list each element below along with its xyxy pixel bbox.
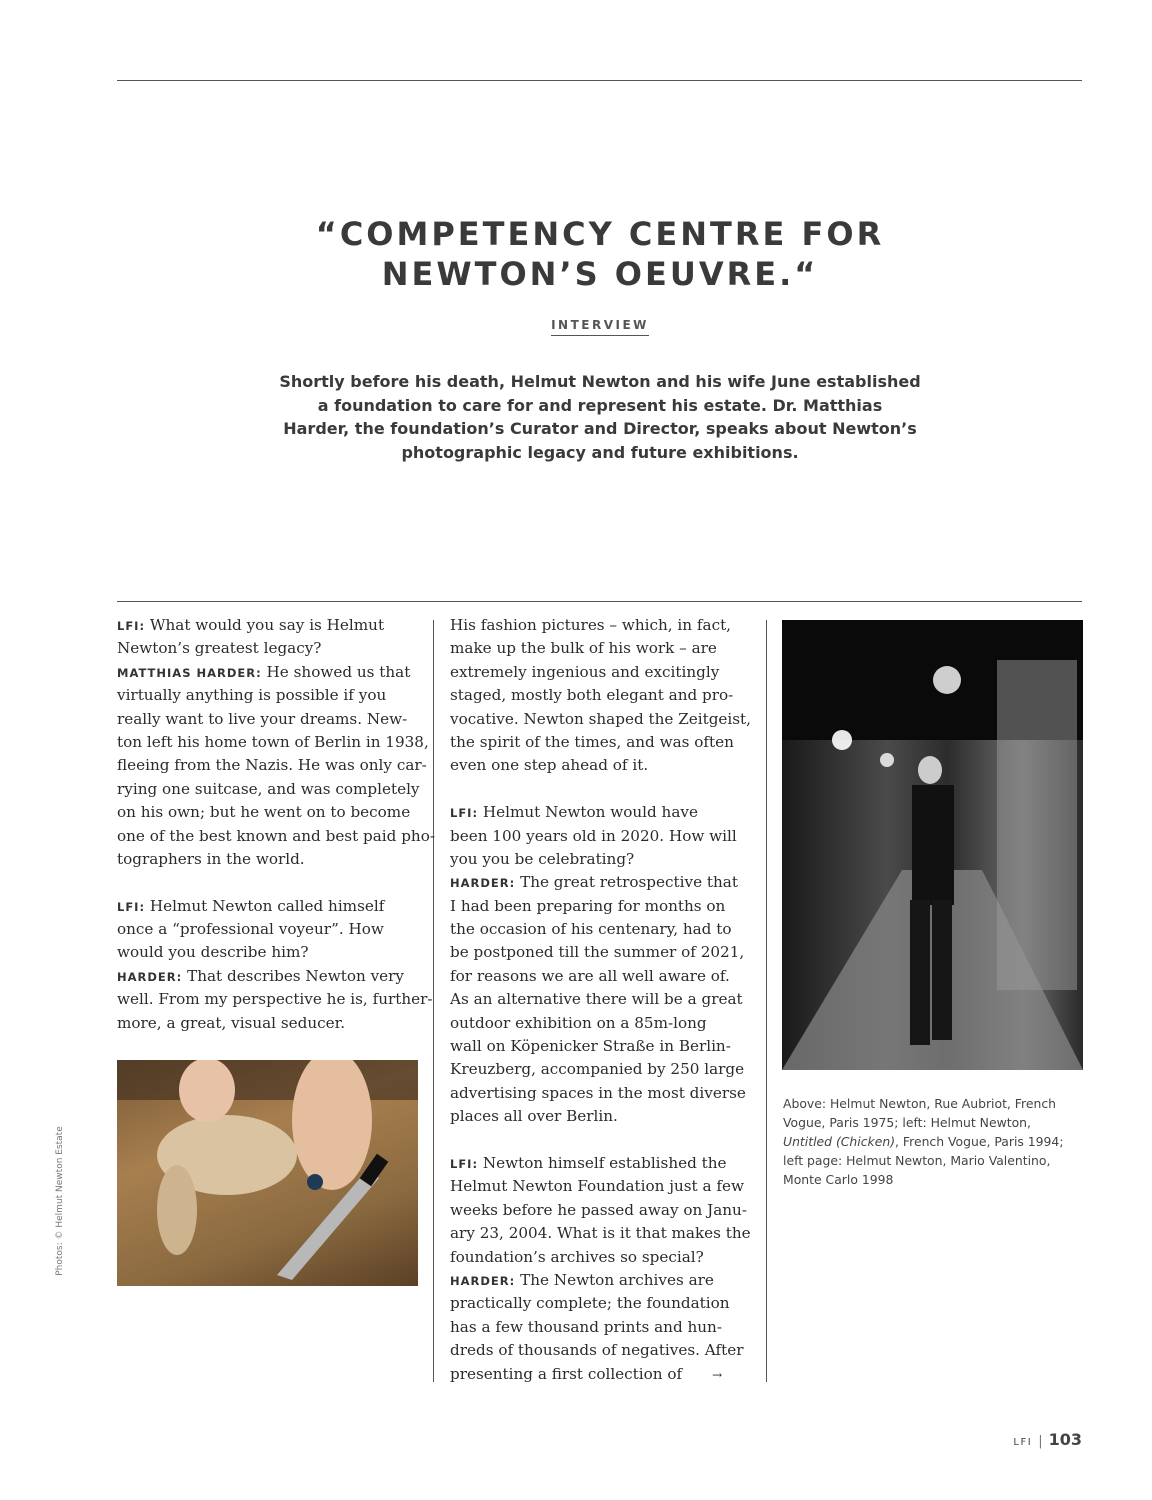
intro-line: Harder, the foundation’s Curator and Director, speaks about Newton’s xyxy=(283,419,917,438)
page-number: 103 xyxy=(1048,1430,1082,1449)
chicken-photo-illustration xyxy=(117,1060,418,1286)
page-footer xyxy=(1013,1430,1082,1449)
line-text: virtually anything is possible if you xyxy=(117,686,387,705)
text-line xyxy=(450,754,751,777)
text-line xyxy=(450,708,751,731)
text-line xyxy=(117,988,435,1011)
text-line xyxy=(117,965,435,988)
speaker-label: HARDER: xyxy=(450,876,516,891)
page-title xyxy=(200,214,1000,294)
text-line xyxy=(117,637,435,660)
text-line xyxy=(450,848,751,871)
line-text: The great retrospective that xyxy=(515,873,738,892)
line-text: well. From my perspective he is, further- xyxy=(117,990,433,1009)
text-line xyxy=(117,614,435,637)
text-line xyxy=(450,1316,751,1339)
line-text: That describes Newton very xyxy=(182,966,404,985)
text-line xyxy=(117,754,435,777)
street-photo-illustration xyxy=(782,620,1083,1070)
speaker-label: LFI: xyxy=(450,1156,479,1171)
text-line xyxy=(450,1058,751,1081)
intro-line: a foundation to care for and represent his estate. Dr. Matthias xyxy=(317,395,883,415)
caption-text: , French Vogue, Paris 1994; xyxy=(895,1134,1064,1149)
text-line xyxy=(450,825,751,848)
line-text: The Newton archives are xyxy=(515,1270,714,1289)
line-text: you you be celebrating? xyxy=(450,849,635,868)
text-line xyxy=(450,1363,751,1386)
text-line xyxy=(117,941,435,964)
text-line xyxy=(117,661,435,684)
caption-line xyxy=(783,1132,1083,1151)
line-text: outdoor exhibition on a 85m-long xyxy=(450,1013,707,1032)
line-text: foundation’s archives so special? xyxy=(450,1247,704,1266)
text-line xyxy=(450,918,751,941)
body-top-rule xyxy=(117,601,1082,602)
caption-line: left page: Helmut Newton, Mario Valentino, xyxy=(783,1153,1051,1168)
photo-caption xyxy=(783,1094,1083,1189)
photo-credit: Photos: © Helmut Newton Estate xyxy=(55,1126,65,1276)
line-text: I had been preparing for months on xyxy=(450,896,726,915)
text-column-2 xyxy=(450,614,751,1386)
line-text: on his own; but he went on to become xyxy=(117,803,411,822)
title-line-1: “COMPETENCY CENTRE FOR xyxy=(315,215,885,253)
line-text: rying one suitcase, and was completely xyxy=(117,779,420,798)
line-text: weeks before he passed away on Janu- xyxy=(450,1200,747,1219)
top-rule xyxy=(117,80,1082,81)
line-text: tographers in the world. xyxy=(117,849,305,868)
line-text: one of the best known and best paid pho- xyxy=(117,826,435,845)
line-text: vocative. Newton shaped the Zeitgeist, xyxy=(450,709,751,728)
line-text: has a few thousand prints and hun- xyxy=(450,1317,722,1336)
speaker-label: LFI: xyxy=(117,899,146,914)
text-line xyxy=(450,965,751,988)
text-line xyxy=(450,988,751,1011)
text-line xyxy=(450,895,751,918)
text-line xyxy=(450,1012,751,1035)
text-line xyxy=(450,637,751,660)
line-text: once a “professional voyeur”. How xyxy=(117,920,384,939)
text-line xyxy=(450,1035,751,1058)
line-text: ary 23, 2004. What is it that makes the xyxy=(450,1224,751,1243)
title-line-2: NEWTON’S OEUVRE.“ xyxy=(381,255,819,293)
line-text: more, a great, visual seducer. xyxy=(117,1013,346,1032)
text-line xyxy=(450,1246,751,1269)
line-text: Helmut Newton Foundation just a few xyxy=(450,1177,744,1196)
text-line xyxy=(117,684,435,707)
line-text: even one step ahead of it. xyxy=(450,756,649,775)
text-line xyxy=(450,1292,751,1315)
line-text: Kreuzberg, accompanied by 250 large xyxy=(450,1060,745,1079)
continue-arrow-icon: → xyxy=(712,1367,723,1382)
speaker-label: HARDER: xyxy=(117,969,183,984)
magazine-name: LFI xyxy=(1013,1437,1033,1448)
text-line xyxy=(450,1152,751,1175)
column-divider xyxy=(766,620,767,1382)
speaker-label: HARDER: xyxy=(450,1273,516,1288)
section-kicker xyxy=(0,318,1152,332)
caption-line: Monte Carlo 1998 xyxy=(783,1172,894,1187)
text-line xyxy=(117,801,435,824)
text-line xyxy=(450,941,751,964)
text-line xyxy=(450,1082,751,1105)
text-line xyxy=(117,895,435,918)
line-text: the occasion of his centenary, had to xyxy=(450,920,732,939)
text-line xyxy=(117,825,435,848)
text-line xyxy=(450,1339,751,1362)
text-line xyxy=(450,1269,751,1292)
line-text: for reasons we are all well aware of. xyxy=(450,966,730,985)
line-text: would you describe him? xyxy=(117,943,309,962)
line-text: advertising spaces in the most diverse xyxy=(450,1083,746,1102)
line-text: Newton himself established the xyxy=(478,1153,727,1172)
text-line xyxy=(117,708,435,731)
chicken-photo xyxy=(117,1060,418,1286)
line-text: dreds of thousands of negatives. After xyxy=(450,1341,744,1360)
text-line xyxy=(117,778,435,801)
text-line xyxy=(450,731,751,754)
paragraph-gap xyxy=(117,871,435,894)
text-line xyxy=(450,1175,751,1198)
speaker-label: MATTHIAS HARDER: xyxy=(117,665,262,680)
line-text: the spirit of the times, and was often xyxy=(450,732,734,751)
text-line xyxy=(117,1012,435,1035)
text-line xyxy=(117,848,435,871)
text-column-1 xyxy=(117,614,435,1035)
line-text: presenting a first collection of xyxy=(450,1364,683,1383)
line-text: Helmut Newton called himself xyxy=(145,896,385,915)
text-line xyxy=(450,1199,751,1222)
line-text: His fashion pictures – which, in fact, xyxy=(450,616,732,634)
speaker-label: LFI: xyxy=(117,619,146,633)
text-line xyxy=(450,801,751,824)
line-text: places all over Berlin. xyxy=(450,1107,618,1126)
line-text: make up the bulk of his work – are xyxy=(450,639,717,658)
text-line xyxy=(450,871,751,894)
footer-separator: | xyxy=(1038,1434,1043,1449)
line-text: fleeing from the Nazis. He was only car- xyxy=(117,756,427,775)
caption-line: Above: Helmut Newton, Rue Aubriot, French xyxy=(783,1096,1056,1111)
caption-line: Vogue, Paris 1975; left: Helmut Newton, xyxy=(783,1115,1031,1130)
line-text: be postponed till the summer of 2021, xyxy=(450,943,745,962)
text-line xyxy=(450,1222,751,1245)
line-text: practically complete; the foundation xyxy=(450,1294,730,1313)
paragraph-gap xyxy=(450,1129,751,1152)
text-line xyxy=(450,661,751,684)
text-line xyxy=(450,684,751,707)
text-line xyxy=(117,918,435,941)
speaker-label: LFI: xyxy=(450,806,479,821)
text-line xyxy=(117,731,435,754)
kicker-label: INTERVIEW xyxy=(551,318,649,336)
intro-line: Shortly before his death, Helmut Newton and his wife June established xyxy=(279,372,921,391)
line-text: What would you say is Helmut xyxy=(145,616,385,634)
line-text: really want to live your dreams. New- xyxy=(117,709,408,728)
text-line xyxy=(450,1105,751,1128)
caption-artwork-title: Untitled (Chicken) xyxy=(783,1134,896,1149)
line-text: He showed us that xyxy=(261,662,411,681)
intro-standfirst xyxy=(250,370,950,464)
line-text: extremely ingenious and excitingly xyxy=(450,662,720,681)
line-text: been 100 years old in 2020. How will xyxy=(450,826,737,845)
line-text: Newton’s greatest legacy? xyxy=(117,639,322,658)
line-text: ton left his home town of Berlin in 1938, xyxy=(117,732,429,751)
line-text: staged, mostly both elegant and pro- xyxy=(450,686,734,705)
line-text: As an alternative there will be a great xyxy=(450,990,743,1009)
intro-line: photographic legacy and future exhibitions. xyxy=(401,442,799,462)
paragraph-gap xyxy=(450,778,751,801)
rue-aubriot-photo xyxy=(782,620,1083,1070)
text-line xyxy=(450,614,751,637)
line-text: wall on Köpenicker Straße in Berlin- xyxy=(450,1037,731,1056)
line-text: Helmut Newton would have xyxy=(478,803,698,822)
